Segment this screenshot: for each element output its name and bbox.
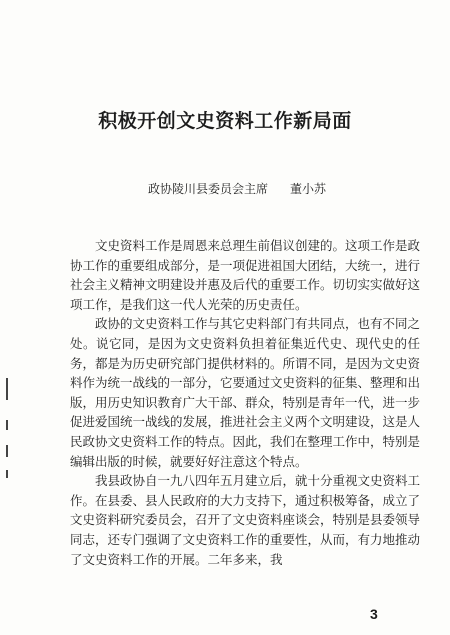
scan-margin-mark [6, 420, 8, 430]
author-name: 董小苏 [290, 182, 327, 196]
scan-margin-mark [6, 378, 8, 400]
article-body [70, 236, 420, 569]
page-number: 3 [370, 606, 378, 622]
article-title: 积极开创文史资料工作新局面 [98, 110, 352, 132]
paragraph-1: 文史资料工作是周恩来总理生前倡议创建的。这项工作是政协工作的重要组成部分，是一项促进祖国大团结，大统一，进行社会主义精神文明建设并惠及后代的重要工作。切切实实做好这项工作，是我们这一代人光荣的历史责任。 [70, 238, 421, 312]
scan-margin-mark [6, 445, 8, 457]
paragraph-2: 政协的文史资料工作与其它史料部门有共同点，也有不同之处。说它同，是因为文史资料负担着征集近代史、现代史的任务，都是为历史研究部门提供材料的。所谓不同，是因为文史资料作为统一战线的一部分，它要通过文史资料的征集、整理和出版，用历史知识教育广大干部、群众，特别是青年一代，进一步促进爱国统一战线的发展，推进社会主义两个文明建设，这是人民政协文史资料工作的特点。因此，我们在整理工作中，特别是编辑出版的时候，就要好好注意这个特点。 [70, 316, 421, 469]
scan-margin-mark [6, 470, 8, 478]
paragraph-3: 我县政协自一九八四年五月建立后，就十分重视文史资料工作。在县委、县人民政府的大力支持下，通过积极筹备，成立了文史资料研究委员会，召开了文史资料座谈会，特别是县委领导同志，还专门强调了文史资料工作的重要性，从而，有力地推动了文史资料工作的开展。二年多来，我 [70, 473, 421, 567]
byline [148, 180, 326, 197]
author-affiliation: 政协陵川县委员会主席 [148, 182, 269, 196]
